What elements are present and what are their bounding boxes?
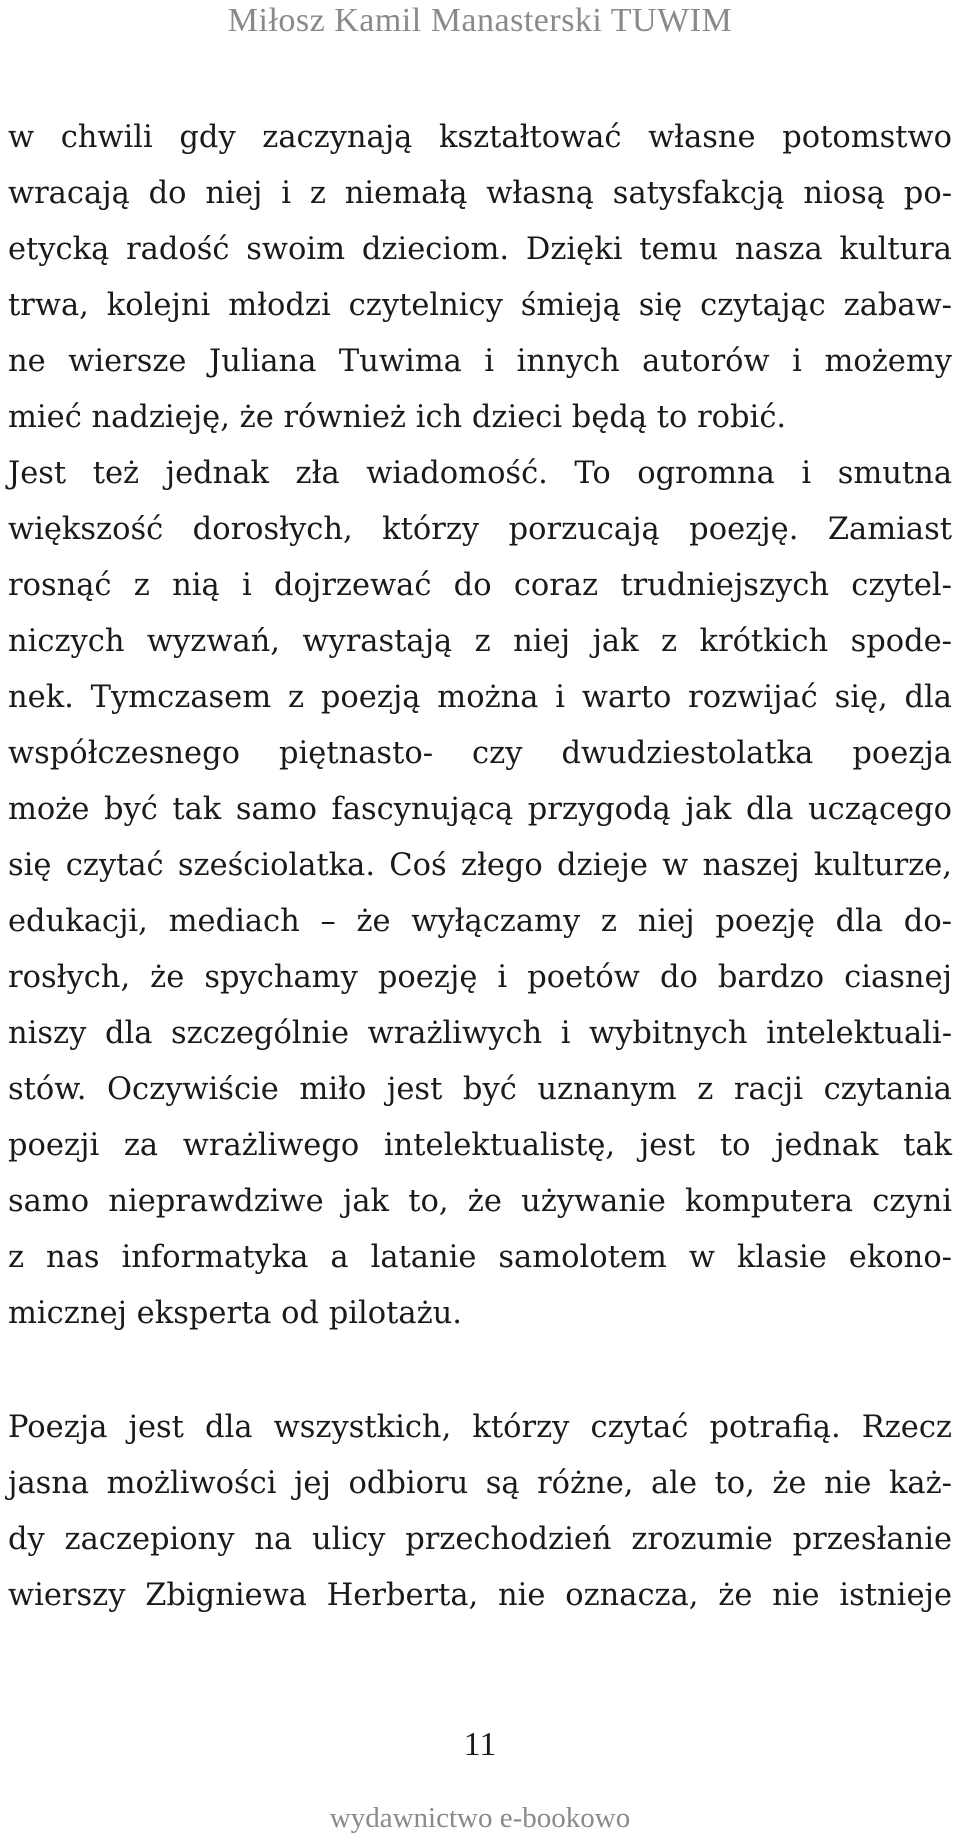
text-line: może być tak samo fascynującą przygodą jak dla uczącego — [8, 792, 952, 827]
text-line: niszy dla szczególnie wrażliwych i wybitnych intelektuali- — [8, 1016, 952, 1051]
text-line: z nas informatyka a latanie samolotem w klasie ekono- — [8, 1240, 952, 1275]
text-line: wierszy Zbigniewa Herberta, nie oznacza, że nie istnieje — [8, 1578, 952, 1613]
page-body — [8, 110, 952, 1624]
text-line: wracają do niej i z niemałą własną satysfakcją niosą po- — [8, 176, 952, 211]
text-line: dy zaczepiony na ulicy przechodzień zrozumie przesłanie — [8, 1522, 952, 1557]
text-line: poezji za wrażliwego intelektualistę, jest to jednak tak — [8, 1128, 952, 1163]
text-line: Jest też jednak zła wiadomość. To ogromna i smutna — [8, 456, 952, 491]
text-line: mieć nadzieję, że również ich dzieci będą to robić. — [8, 400, 787, 435]
text-line: większość dorosłych, którzy porzucają poezję. Zamiast — [8, 512, 952, 547]
text-line: ne wiersze Juliana Tuwima i innych autorów i możemy — [8, 344, 952, 379]
text-line: jasna możliwości jej odbioru są różne, ale to, że nie każ- — [8, 1466, 952, 1501]
text-line: trwa, kolejni młodzi czytelnicy śmieją się czytając zabaw- — [8, 288, 952, 323]
text-line: rosnąć z nią i dojrzewać do coraz trudniejszych czytel- — [8, 568, 952, 603]
text-line: micznej eksperta od pilotażu. — [8, 1296, 462, 1331]
running-header: Miłosz Kamil Manasterski TUWIM — [227, 2, 733, 39]
text-line: w chwili gdy zaczynają kształtować własne potomstwo — [8, 120, 952, 155]
text-line: edukacji, mediach – że wyłączamy z niej poezję dla do- — [8, 904, 952, 939]
publisher-footer: wydawnictwo e-bookowo — [329, 1802, 631, 1834]
text-line: niczych wyzwań, wyrastają z niej jak z krótkich spode- — [8, 624, 952, 659]
text-line: stów. Oczywiście miło jest być uznanym z racji czytania — [8, 1072, 952, 1107]
text-line: się czytać sześciolatka. Coś złego dzieje w naszej kulturze, — [8, 848, 952, 883]
text-line: samo nieprawdziwe jak to, że używanie komputera czyni — [8, 1184, 952, 1219]
paragraph-gap — [8, 1342, 952, 1400]
text-line: Poezja jest dla wszystkich, którzy czytać potrafią. Rzecz — [8, 1410, 952, 1445]
text-line: nek. Tymczasem z poezją można i warto rozwijać się, dla — [8, 680, 952, 715]
text-line: etycką radość swoim dzieciom. Dzięki temu nasza kultura — [8, 232, 952, 267]
text-line: rosłych, że spychamy poezję i poetów do bardzo ciasnej — [8, 960, 952, 995]
page-number: 11 — [463, 1726, 497, 1763]
text-line: współczesnego piętnasto- czy dwudziestolatka poezja — [8, 736, 952, 771]
